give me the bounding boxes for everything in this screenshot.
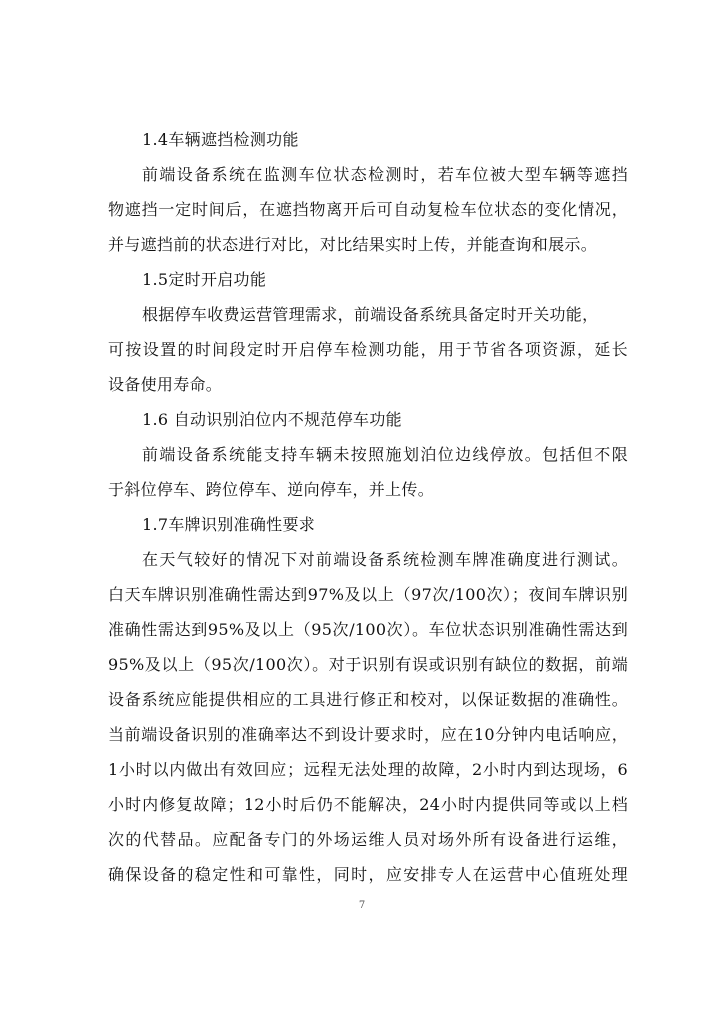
paragraph-line: 于斜位停车、跨位停车、逆向停车，并上传。: [108, 480, 435, 499]
paragraph-line: 设备系统应能提供相应的工具进行修正和校对，以保证数据的准确性。: [108, 690, 628, 709]
paragraph-line: 前端设备系统在监测车位状态检测时，若车位被大型车辆等遮挡: [142, 165, 628, 184]
paragraph-line: 物遮挡一定时间后，在遮挡物离开后可自动复检车位状态的变化情况，: [108, 200, 628, 219]
paragraph-line: 当前端设备识别的准确率达不到设计要求时，应在10分钟内电话响应，: [108, 725, 628, 744]
paragraph-line: 1小时以内做出有效回应；远程无法处理的故障，2小时内到达现场，6: [108, 760, 628, 779]
paragraph-line: 设备使用寿命。: [108, 375, 223, 394]
section-heading-1-6: 1.6 自动识别泊位内不规范停车功能: [142, 410, 402, 429]
paragraph-line: 白天车牌识别准确性需达到97%及以上（97次/100次）；夜间车牌识别: [108, 585, 628, 604]
paragraph-line: 次的代替品。应配备专门的外场运维人员对场外所有设备进行运维，: [108, 830, 628, 849]
paragraph-line: 95%及以上（95次/100次）。对于识别有误或识别有缺位的数据，前端: [108, 655, 628, 674]
paragraph-line: 前端设备系统能支持车辆未按照施划泊位边线停放。包括但不限: [142, 445, 628, 464]
section-heading-1-5: 1.5定时开启功能: [142, 270, 267, 289]
paragraph-line: 可按设置的时间段定时开启停车检测功能，用于节省各项资源，延长: [108, 340, 628, 359]
paragraph-line: 根据停车收费运营管理需求，前端设备系统具备定时开关功能，: [142, 305, 599, 324]
page-content: [108, 122, 628, 892]
paragraph-line: 准确性需达到95%及以上（95次/100次）。车位状态识别准确性需达到: [108, 620, 628, 639]
paragraph-line: 小时内修复故障；12小时后仍不能解决，24小时内提供同等或以上档: [108, 795, 628, 814]
paragraph-line: 并与遮挡前的状态进行对比，对比结果实时上传，并能查询和展示。: [108, 235, 598, 254]
paragraph-line: 确保设备的稳定性和可靠性，同时，应安排专人在运营中心值班处理: [108, 865, 628, 884]
section-heading-1-4: 1.4车辆遮挡检测功能: [142, 130, 299, 149]
page-number: 7: [358, 900, 366, 911]
paragraph-line: 在天气较好的情况下对前端设备系统检测车牌准确度进行测试。: [142, 550, 628, 569]
section-heading-1-7: 1.7车牌识别准确性要求: [142, 515, 316, 534]
